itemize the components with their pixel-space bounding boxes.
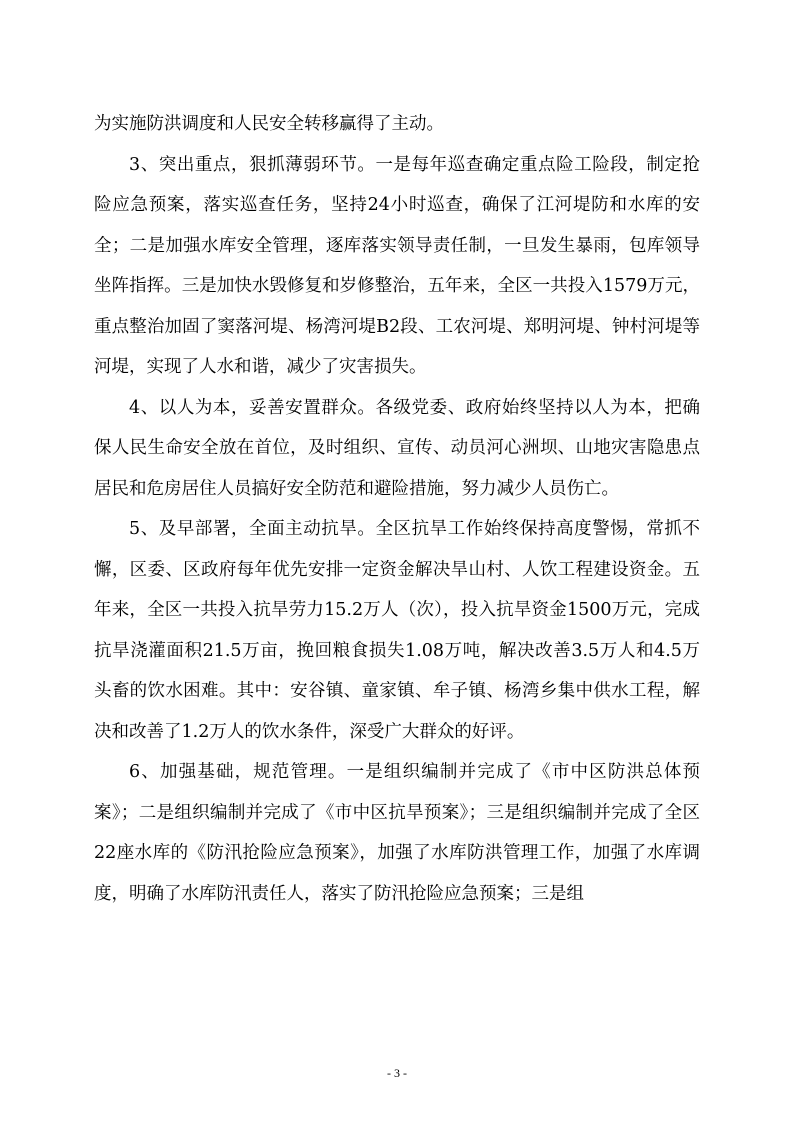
page-number: - 3 -	[387, 1066, 407, 1080]
paragraph-item-5: 5、及早部署，全面主动抗旱。全区抗旱工作始终保持高度警惕，常抓不懈，区委、区政府每年优先安排一定资金解决旱山村、人饮工程建设资金。五年来，全区一共投入抗旱劳力15.2万人（次），投入抗旱资金1500万元，完成抗旱浇灌面积21.5万亩，挽回粮食损失1.08万吨，解决改善3.5万人和4.5万头畜的饮水困难。其中：安谷镇、童家镇、牟子镇、杨湾乡集中供水工程，解决和改善了1.2万人的饮水条件，深受广大群众的好评。	[94, 519, 700, 742]
paragraph-continuation: 为实施防洪调度和人民安全转移赢得了主动。	[94, 114, 444, 134]
document-body	[94, 104, 700, 914]
paragraph-item-6: 6、加强基础，规范管理。一是组织编制并完成了《市中区防洪总体预案》；二是组织编制并完成了《市中区抗旱预案》；三是组织编制并完成了全区22座水库的《防汛抢险应急预案》，加强了水库防洪管理工作，加强了水库调度，明确了水库防汛责任人，落实了防汛抢险应急预案；三是组	[94, 762, 700, 904]
paragraph-item-4: 4、以人为本，妥善安置群众。各级党委、政府始终坚持以人为本，把确保人民生命安全放在首位，及时组织、宣传、动员河心洲坝、山地灾害隐患点居民和危房居住人员搞好安全防范和避险措施，努力减少人员伤亡。	[94, 397, 700, 499]
paragraph-item-3: 3、突出重点，狠抓薄弱环节。一是每年巡查确定重点险工险段，制定抢险应急预案，落实巡查任务，坚持24小时巡查，确保了江河堤防和水库的安全；二是加强水库安全管理，逐库落实领导责任制，一旦发生暴雨，包库领导坐阵指挥。三是加快水毁修复和岁修整治，五年来，全区一共投入1579万元，重点整治加固了窦落河堤、杨湾河堤B2段、工农河堤、郑明河堤、钟村河堤等河堤，实现了人水和谐，减少了灾害损失。	[94, 154, 700, 377]
